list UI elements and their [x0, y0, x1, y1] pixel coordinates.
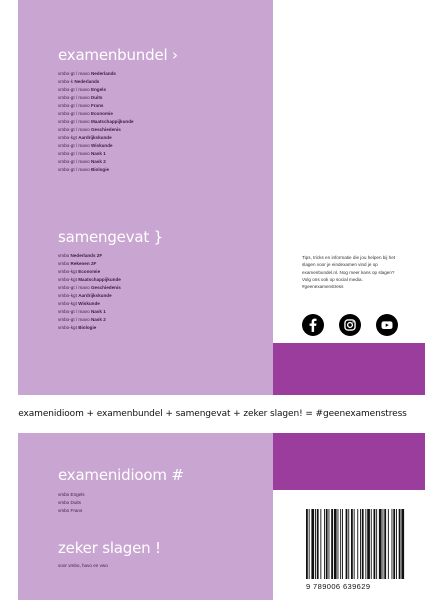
item-level: vmbo-kgt: [58, 277, 77, 282]
item-level: vmbo-kgt: [58, 135, 77, 140]
list-item: [58, 166, 134, 174]
brace-icon: }: [153, 228, 163, 246]
list-item: [58, 284, 121, 292]
item-subject: Nask 1: [90, 151, 106, 156]
hash-icon: #: [171, 466, 184, 484]
info-text: Tips, tricks en informatie die jou helpen bij het slagen voor je eindexamen vind je op examenbundel.nl. Nog meer kans op slagen? Volg ons ook op social media. #geenexamenstress: [302, 255, 396, 290]
item-subject: Nask 2: [90, 317, 106, 322]
list-item: [58, 316, 121, 324]
zekerslagen-title: zeker slagen: [58, 539, 151, 557]
social-icons: [302, 314, 398, 336]
examenidioom-list: [58, 491, 85, 515]
list-item: [58, 276, 121, 284]
item-subject: Economie: [90, 111, 113, 116]
item-subject: Geschiedenis: [90, 285, 121, 290]
item-subject: Wiskunde: [78, 301, 100, 306]
purple-band: [273, 343, 425, 395]
item-level: vmbo-gt / mavo: [58, 87, 90, 92]
list-item: [58, 70, 134, 78]
tagline: examenidioom + examenbundel + samengevat + zeker slagen! = #geenexamenstress: [18, 409, 407, 419]
examenidioom-title: examenidioom: [58, 466, 167, 484]
item-level: vmbo-gt / mavo: [58, 111, 90, 116]
lilac-panel-bottom: [18, 433, 273, 600]
list-item: [58, 134, 134, 142]
purple-band-bottom: [273, 433, 425, 490]
zekerslagen-heading: [58, 539, 161, 557]
item-level: vmbo-gt / mavo: [58, 151, 90, 156]
barcode: [304, 509, 405, 581]
item-level: vmbo-kgt: [58, 293, 77, 298]
item-level: vmbo-gt / mavo: [58, 159, 90, 164]
item-subject: Biologie: [78, 325, 97, 330]
item-subject: Nederlands: [90, 71, 116, 76]
list-item: [58, 324, 121, 332]
item-subject: Nask 1: [90, 309, 106, 314]
examenidioom-heading: [58, 466, 184, 484]
item-level: vmbo-k: [58, 79, 74, 84]
list-item: [58, 260, 121, 268]
examenbundel-title: examenbundel: [58, 46, 168, 64]
list-item: [58, 300, 121, 308]
list-item: [58, 268, 121, 276]
item-level: vmbo-gt / mavo: [58, 285, 90, 290]
item-subject: Biologie: [90, 167, 110, 172]
item-subject: Economie: [78, 269, 101, 274]
list-item: vmbo Frans: [58, 508, 83, 513]
samengevat-list: [58, 252, 121, 332]
list-item: [58, 158, 134, 166]
item-level: vmbo: [58, 261, 70, 266]
item-level: vmbo: [58, 253, 70, 258]
list-item: vmbo Engels: [58, 492, 85, 497]
item-subject: Nask 2: [90, 159, 106, 164]
item-subject: Duits: [90, 95, 103, 100]
list-item: vmbo Duits: [58, 500, 81, 505]
list-item: [58, 308, 121, 316]
item-level: vmbo-gt / mavo: [58, 103, 90, 108]
item-subject: Maatschappijkunde: [78, 277, 121, 282]
item-subject: Maatschappijkunde: [90, 119, 134, 124]
list-item: [58, 102, 134, 110]
list-item: [58, 292, 121, 300]
item-subject: Geschiedenis: [90, 127, 121, 132]
examenbundel-list: [58, 70, 134, 174]
item-level: vmbo-gt / mavo: [58, 119, 90, 124]
samengevat-heading: [58, 228, 163, 246]
list-item: [58, 252, 121, 260]
item-subject: Nederlands 2F: [70, 253, 103, 258]
item-level: vmbo-gt / mavo: [58, 143, 90, 148]
item-level: vmbo-gt / mavo: [58, 95, 90, 100]
list-item: [58, 86, 134, 94]
item-level: vmbo-kgt: [58, 301, 77, 306]
item-level: vmbo-kgt: [58, 269, 77, 274]
examenbundel-heading: [58, 46, 178, 64]
item-subject: Aardrijkskunde: [78, 293, 112, 298]
chevron-right-icon: ›: [172, 46, 178, 64]
item-level: vmbo-gt / mavo: [58, 71, 90, 76]
item-subject: Rekenen 2F: [70, 261, 97, 266]
list-item: [58, 78, 134, 86]
samengevat-title: samengevat: [58, 228, 150, 246]
item-subject: Engels: [90, 87, 106, 92]
item-level: vmbo-gt / mavo: [58, 127, 90, 132]
facebook-icon[interactable]: [302, 314, 324, 336]
instagram-icon[interactable]: [339, 314, 361, 336]
list-item: [58, 150, 134, 158]
barcode-digits: 9 789006 639629: [306, 582, 371, 591]
list-item: [58, 110, 134, 118]
exclamation-icon: !: [155, 539, 161, 557]
zekerslagen-note: voor vmbo, havo en vwo: [58, 563, 108, 568]
list-item: [58, 126, 134, 134]
item-level: vmbo-gt / mavo: [58, 309, 90, 314]
item-subject: Frans: [90, 103, 104, 108]
youtube-icon[interactable]: [376, 314, 398, 336]
item-level: vmbo-gt / mavo: [58, 317, 90, 322]
item-level: vmbo-kgt: [58, 325, 77, 330]
item-subject: Aardrijkskunde: [78, 135, 112, 140]
item-subject: Nederlands: [74, 79, 100, 84]
list-item: [58, 118, 134, 126]
list-item: [58, 142, 134, 150]
item-subject: Wiskunde: [90, 143, 113, 148]
list-item: [58, 94, 134, 102]
item-level: vmbo-gt / mavo: [58, 167, 90, 172]
